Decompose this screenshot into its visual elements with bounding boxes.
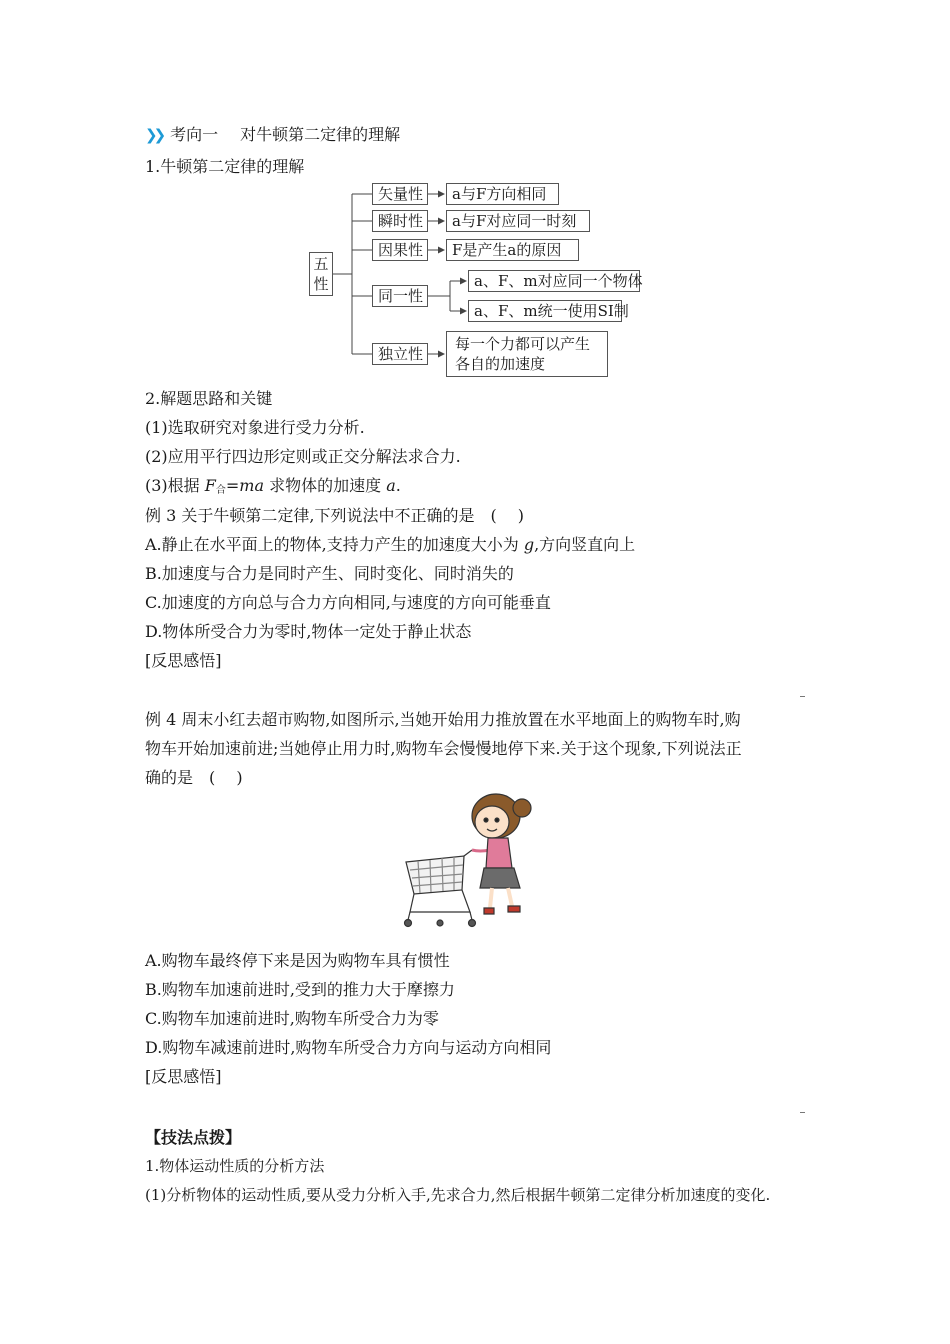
- answer-line-mark: [800, 696, 805, 697]
- independent-desc-line1: 每一个力都可以产生: [455, 335, 591, 353]
- branch-same-desc1: a、F、m对应同一个物体: [468, 270, 640, 292]
- step-2: (2)应用平行四边形定则或正交分解法求合力.: [145, 447, 461, 466]
- step-1: (1)选取研究对象进行受力分析.: [145, 418, 365, 437]
- example3-option-b: B.加速度与合力是同时产生、同时变化、同时消失的: [145, 564, 514, 583]
- example4-option-c: C.购物车加速前进时,购物车所受合力为零: [145, 1009, 439, 1028]
- item-2: 2.解题思路和关键: [145, 389, 273, 408]
- diagram-root: 五性: [309, 252, 333, 296]
- example3-option-c: C.加速度的方向总与合力方向相同,与速度的方向可能垂直: [145, 593, 551, 612]
- example4-stem-line3: 确的是 ( ): [145, 768, 243, 787]
- tips-item-1-1: (1)分析物体的运动性质,要从受力分析入手,先求合力,然后根据牛顿第二定律分析加速度的变化.: [145, 1186, 771, 1204]
- example3-reflect: [反思感悟]: [145, 651, 222, 670]
- example4-option-a: A.购物车最终停下来是因为购物车具有惯性: [145, 951, 450, 970]
- example4-option-d: D.购物车减速前进时,购物车所受合力方向与运动方向相同: [145, 1038, 552, 1057]
- example4-reflect: [反思感悟]: [145, 1067, 222, 1086]
- example4-stem-line1: 例 4 周末小红去超市购物,如图所示,当她开始用力推放置在水平地面上的购物车时,购: [145, 710, 741, 729]
- tips-item-1: 1.物体运动性质的分析方法: [145, 1157, 325, 1175]
- branch-independent-desc: [446, 331, 608, 377]
- branch-causal-desc: F是产生a的原因: [446, 239, 579, 261]
- example4-stem-line2: 物车开始加速前进;当她停止用力时,购物车会慢慢地停下来.关于这个现象,下列说法正: [145, 739, 742, 758]
- step-3: (3)根据 $F_合=ma$ 求物体的加速度 a.: [145, 476, 401, 496]
- branch-vector-label: 矢量性: [372, 183, 428, 205]
- branch-independent-label: 独立性: [372, 343, 428, 365]
- independent-desc-line2: 各自的加速度: [455, 355, 546, 373]
- example3-stem: 例 3 关于牛顿第二定律,下列说法中不正确的是 ( ): [145, 506, 525, 525]
- double-chevron-icon: ❯❯: [145, 126, 163, 144]
- item-1: 1.牛顿第二定律的理解: [145, 157, 305, 176]
- branch-vector-desc: a与F方向相同: [446, 183, 559, 205]
- example4-option-b: B.购物车加速前进时,受到的推力大于摩擦力: [145, 980, 455, 999]
- example3-option-d: D.物体所受合力为零时,物体一定处于静止状态: [145, 622, 472, 641]
- tips-title: 【技法点拨】: [145, 1128, 242, 1147]
- branch-instant-label: 瞬时性: [372, 210, 428, 232]
- branch-same-label: 同一性: [372, 285, 428, 307]
- section-prefix: 考向一: [170, 125, 219, 144]
- branch-same-desc2: a、F、m统一使用SI制: [468, 300, 622, 322]
- example3-option-a: A.静止在水平面上的物体,支持力产生的加速度大小为 g,方向竖直向上: [145, 535, 636, 554]
- branch-instant-desc: a与F对应同一时刻: [446, 210, 590, 232]
- girl-shopping-cart-illustration: [400, 790, 560, 940]
- branch-causal-label: 因果性: [372, 239, 428, 261]
- section-title: 对牛顿第二定律的理解: [240, 125, 401, 144]
- answer-line-mark-2: [800, 1112, 805, 1113]
